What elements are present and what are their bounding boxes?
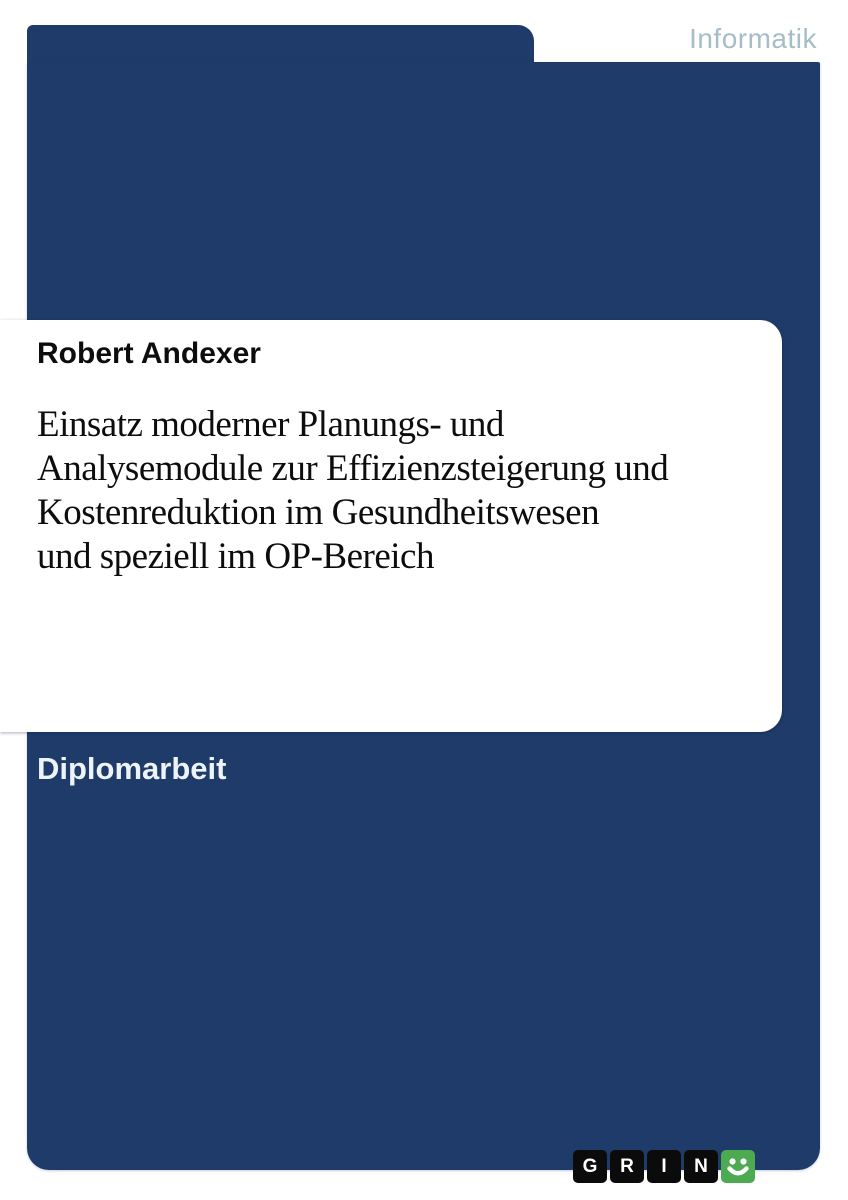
document-type-label: Diplomarbeit <box>37 751 227 786</box>
title-line: und speziell im OP-Bereich <box>37 536 434 577</box>
author-name: Robert Andexer <box>37 337 261 370</box>
logo-letter-box: I <box>647 1150 681 1183</box>
category-label: Informatik <box>689 23 817 54</box>
logo-letter-box: G <box>573 1150 607 1183</box>
title-card <box>0 320 782 732</box>
logo-letter-box: N <box>684 1150 718 1183</box>
logo-letter-box: R <box>610 1150 644 1183</box>
title-line: Analysemodule zur Effizienzsteigerung und <box>37 448 669 489</box>
document-title <box>37 403 762 579</box>
title-line: Einsatz moderner Planungs- und <box>37 404 504 445</box>
grin-logo <box>573 1150 755 1183</box>
title-line: Kostenreduktion im Gesundheitswesen <box>37 492 600 533</box>
smiley-icon <box>721 1150 755 1183</box>
